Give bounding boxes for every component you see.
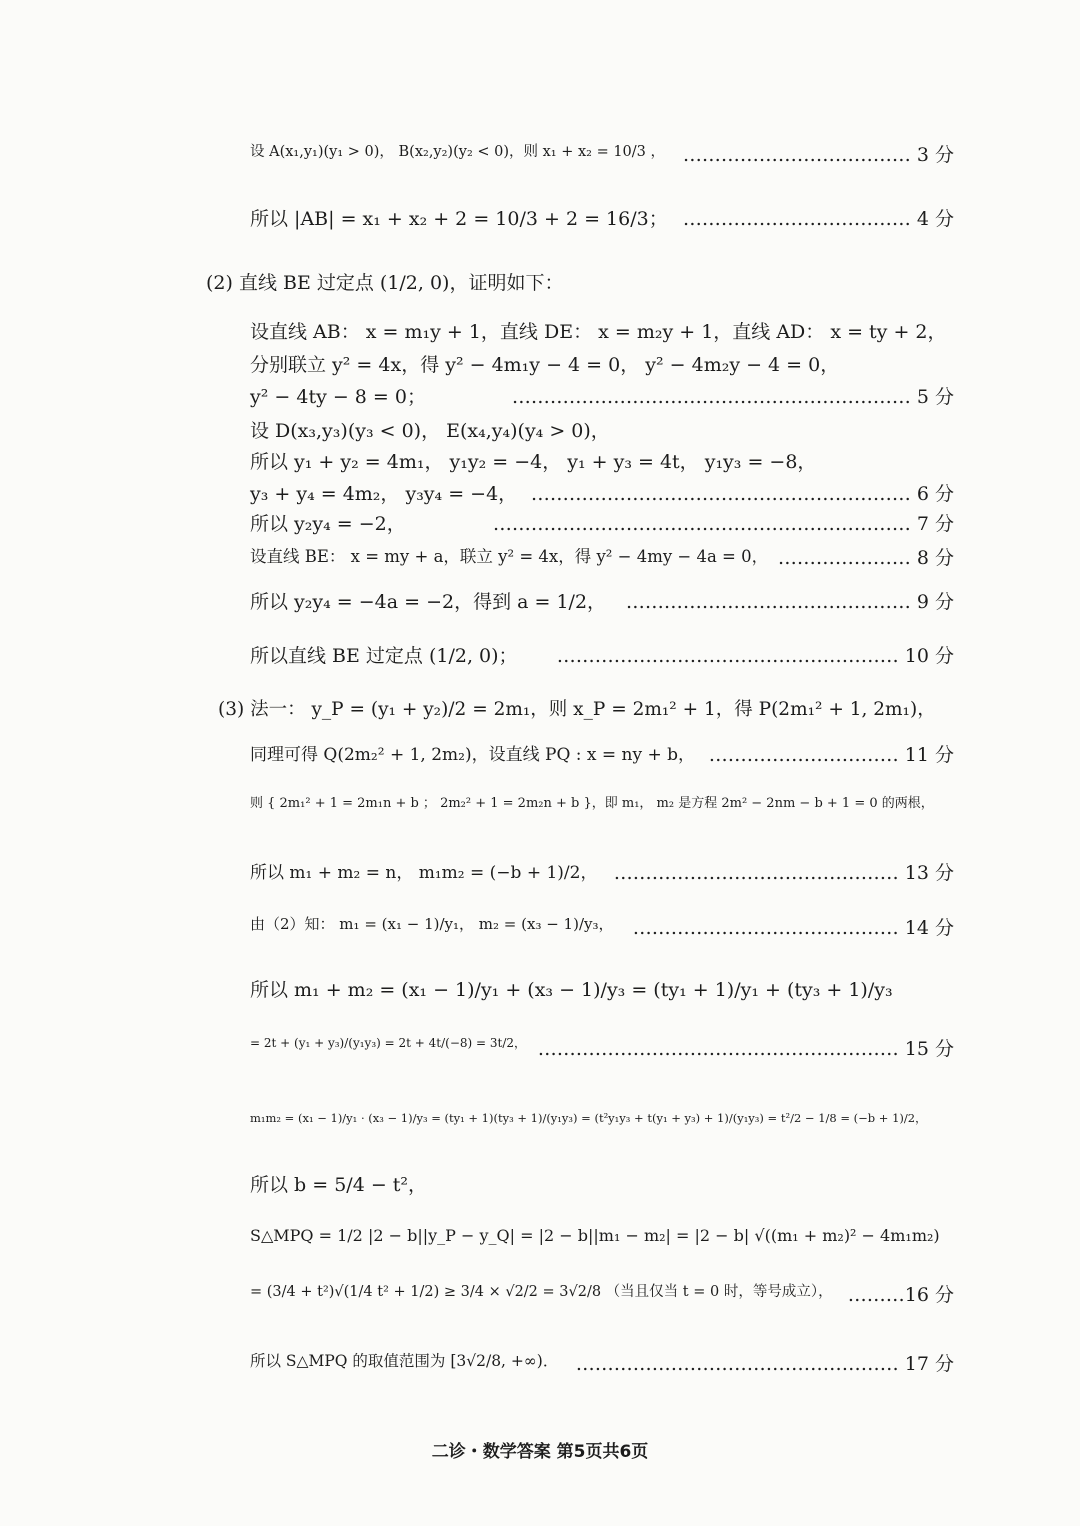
solution-text: (2) 直线 BE 过定点 (1/2, 0)，证明如下：	[206, 272, 564, 294]
score-mark: ……………………………… 4 分	[682, 208, 954, 230]
score-mark: ……………………………………………… 10 分	[556, 645, 954, 667]
score-mark: ………………………… 11 分	[708, 744, 954, 766]
solution-text: (3) 法一： y_P = (y₁ + y₂)/2 = 2m₁，则 x_P = 2m₁² + 1，得 P(2m₁² + 1, 2m₁)，	[218, 699, 936, 720]
score-mark: ……………………………………… 13 分	[613, 862, 954, 884]
solution-text: 则 { 2m₁² + 1 = 2m₁n + b ； 2m₂² + 1 = 2m₂n + b }，即 m₁， m₂ 是方程 2m² − 2nm − b + 1 = 0 的两根，	[250, 796, 934, 811]
solution-text: m₁m₂ = (x₁ − 1)/y₁ · (x₃ − 1)/y₃ = (ty₁ + 1)(ty₃ + 1)/(y₁y₃) = (t²y₁y₃ + t(y₁ + y₃) + 1)/(y₁y₃) = t²/2 − 1/8 = (−b + 1)/2，	[250, 1111, 927, 1125]
score-mark: …………………………………… 14 分	[632, 917, 954, 939]
score-mark: ……………………………………… 9 分	[625, 591, 954, 613]
solution-text: 所以 S△MPQ 的取值范围为 [3√2/8, +∞)．	[250, 1352, 559, 1370]
solution-text: 所以 m₁ + m₂ = (x₁ − 1)/y₁ + (x₃ − 1)/y₃ = (ty₁ + 1)/y₁ + (ty₃ + 1)/y₃	[250, 979, 893, 1001]
solution-text: 设直线 AB： x = m₁y + 1，直线 DE： x = m₂y + 1，直线 AD： x = ty + 2，	[250, 321, 947, 343]
solution-text: 所以 y₂y₄ = −4a = −2，得到 a = 1/2，	[250, 591, 607, 613]
score-mark: ………16 分	[847, 1284, 954, 1306]
solution-text: 所以直线 BE 过定点 (1/2, 0)；	[250, 645, 518, 667]
solution-text: 分别联立 y² = 4x，得 y² − 4m₁y − 4 = 0， y² − 4m₂y − 4 = 0，	[250, 354, 840, 376]
solution-text: y² − 4ty − 8 = 0；	[250, 386, 426, 408]
solution-text: y₃ + y₄ = 4m₂， y₃y₄ = −4，	[250, 483, 518, 505]
score-mark: ……………………………… 3 分	[682, 144, 954, 166]
solution-text: 同理可得 Q(2m₂² + 1, 2m₂)，设直线 PQ : x = ny + b，	[250, 745, 696, 765]
solution-text: 所以 m₁ + m₂ = n， m₁m₂ = (−b + 1)/2，	[250, 863, 598, 883]
solution-text: 由（2）知： m₁ = (x₁ − 1)/y₁， m₂ = (x₃ − 1)/y₃，	[250, 915, 614, 933]
score-mark: ………………… 8 分	[777, 547, 954, 569]
solution-text: 所以 b = 5/4 − t²，	[250, 1174, 428, 1196]
solution-text: 所以 y₂y₄ = −2，	[250, 513, 406, 535]
solution-text: = (3/4 + t²)√(1/4 t² + 1/2) ≥ 3/4 × √2/2 = 3√2/8 （当且仅当 t = 0 时，等号成立），	[250, 1284, 833, 1300]
solution-text: = 2t + (y₁ + y₃)/(y₁y₃) = 2t + 4t/(−8) = 3t/2，	[250, 1036, 527, 1050]
solution-text: 设直线 BE： x = my + a，联立 y² = 4x，得 y² − 4my − 4a = 0，	[250, 547, 769, 566]
score-mark: ………………………………………………………… 7 分	[492, 513, 954, 535]
score-mark: ……………………………………………………… 5 分	[511, 386, 954, 408]
page-footer: 二诊・数学答案 第5页共6页	[431, 1442, 649, 1462]
solution-text: 设 D(x₃,y₃)(y₃ < 0)， E(x₄,y₄)(y₄ > 0)，	[250, 420, 610, 442]
solution-text: 设 A(x₁,y₁)(y₁ > 0)， B(x₂,y₂)(y₂ < 0)，则 x₁ + x₂ = 10/3 ，	[250, 144, 665, 160]
solution-text: 所以 y₁ + y₂ = 4m₁， y₁y₂ = −4， y₁ + y₃ = 4t， y₁y₃ = −8，	[250, 451, 817, 473]
score-mark: …………………………………………………… 6 分	[530, 483, 954, 505]
score-mark: …………………………………………… 17 分	[575, 1353, 954, 1375]
solution-text: S△MPQ = 1/2 |2 − b||y_P − y_Q| = |2 − b||m₁ − m₂| = |2 − b| √((m₁ + m₂)² − 4m₁m₂)	[250, 1226, 940, 1245]
solution-text: 所以 |AB| = x₁ + x₂ + 2 = 10/3 + 2 = 16/3；	[250, 208, 668, 230]
score-mark: ………………………………………………… 15 分	[537, 1038, 954, 1060]
